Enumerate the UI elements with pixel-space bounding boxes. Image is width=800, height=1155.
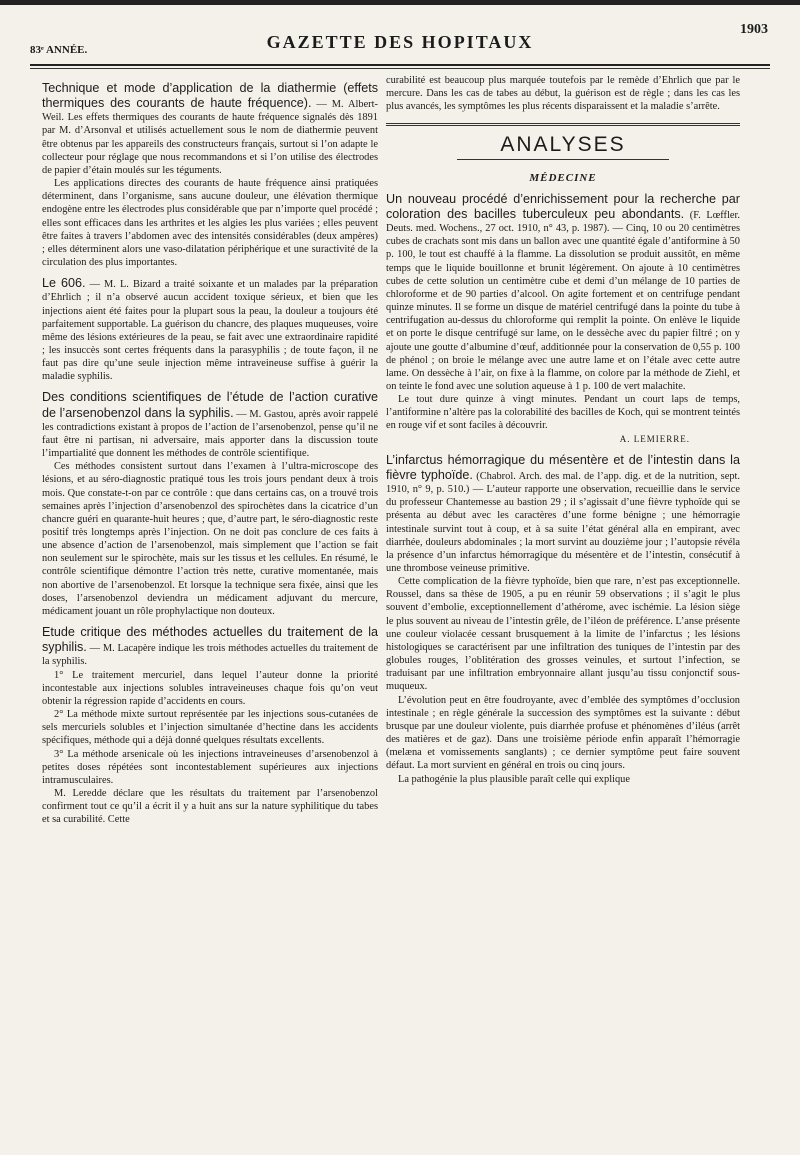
- article-lacapere: [42, 625, 378, 668]
- analysis-loeffler: [386, 192, 740, 393]
- page-header: [30, 14, 770, 64]
- header-rule: [30, 64, 770, 66]
- journal-title: GAZETTE DES HOPITAUX: [266, 32, 534, 52]
- right-column: [386, 74, 740, 1095]
- paragraph: L’évolution peut en être foudroyante, avec d’emblée des symptômes d’occlusion intestinale ; en règle générale la succession des symptômes est la suivante : début brusque par une douleur violente, puis diarrhée profuse et phénomènes d’iléus (arrêt des matières et de gaz). Dans une troisième période enfin apparaît l’hémorragie (melæna et vomissements sanglants) ; ce dernier symptôme peut faire souvent défaut. La mort survient en général en trois ou cinq jours.: [386, 694, 740, 772]
- paragraph: M. Leredde déclare que les résultats du traitement par l’arsenobenzol confirment tout ce qu’il a écrit il y a huit ans sur la nature syphilitique du tabes et sa curabilité. Cette: [42, 787, 378, 826]
- analysis-text: — Cinq, 10 ou 20 centimètres cubes de crachats sont mis dans un ballon avec une quantité égale d’antiformine à 50 p. 100, le tout est chauffé à la flamme. La dissolution se produit aussitôt, en même temps que le liquide bouillonne et brunit légèrement. On ajoute à 10 centimètres cubes de cette solution un centimètre cube et demi d’un mélange de 10 parties de chloroforme et de 90 parties d’alcool. On agite fortement et on centrifuge pendant quinze minutes. Il se forme un disque de matériel centrifugé dans la pointe du tube à centrifugation au-dessus du chloroforme qui remplit la pointe. On enlève le liquide et on porte le disque centrifugé sur lame, on le dessèche avec du papier filtré ; on y ajoute une goutte d’albumine d’œuf, additionnée pour la conservation de 0,55 p. 100 de phénol ; on broie le mélange avec une autre lame et on l’étale avec cette autre lame. On dessèche à l’air, on fixe à la flamme, on colore par la méthode de Ziehl, et on teinte le fond avec une solution aqueuse à 1 p. 100 de vert malachite.: [386, 223, 741, 392]
- article-albert-weil: [42, 81, 378, 177]
- analysis-text: — L’auteur rapporte une observation, recueillie dans le service du professeur Chantemesse au bastion 29 ; il s’agissait d’une fièvre typhoïde qui se présenta au début avec les caractères d’une forme bénigne ; une hémorragie intestinale survint tout à coup, et à sa suite l’état général alla en empirant, avec diarrhée, douleurs abdominales ; la mort survint au douzième jour ; l’autopsie révéla la présence d’un infarctus hémorragique du mésentère et de l’intestin, consécutif à une thrombose veineuse primitive.: [386, 484, 740, 574]
- header-rule-thin: [30, 68, 770, 69]
- article-text: — M. L. Bizard a traité soixante et un malades par la préparation d’Ehrlich ; il n’a observé aucun accident toxique sérieux, et bien que les injections aient été faites pour la plupart sous la peau, la douleur a toujours été parfaitement supportable. La guérison du chancre, des plaques muqueuses, voire même des lésions extérieures de la peau, se fait avec une extraordinaire rapidité ; les insuccès sont certes fréquents dans la parasyphilis ; de toute façon, il ne faut pas dire qu’une seule injection même intraveineuse suffise à guérir la maladie syphilis.: [42, 279, 378, 383]
- analysis-reference: (Chabrol. Arch. des mal. de l’app. dig. et de la nutrition, sept. 1910, n° 9, p. 510.): [386, 470, 741, 496]
- article-text: — M. Gastou, après avoir rappelé les contradictions existant à propos de l’action de l’arsenobenzol, pense qu’il ne faut être ni partisan, ni adversaire, mais apporter dans la discussion toute l’impartialité que donnent les méthodes de contrôle scientifique.: [42, 408, 378, 460]
- article-text: Les effets thermiques des courants de haute fréquence signalés dès 1891 par M. d’Arsonval et utilisés actuellement sous le nom de diathermie peuvent être obtenus par les appareils des constructeurs français, surtout si l’on adapte le collecteur pour réglage que nous recommandons et si l’on utilise des électrodes de papier d’étain moulés sur les téguments.: [42, 112, 378, 176]
- paragraph: La pathogénie la plus plausible paraît celle qui explique: [398, 773, 630, 785]
- left-column: [42, 74, 378, 1095]
- article-heading: Etude critique des méthodes actuelles du traitement de la syphilis.: [42, 625, 378, 655]
- signature: A. LEMIERRE.: [619, 433, 690, 444]
- paragraph: 1° Le traitement mercuriel, dans lequel l’auteur donne la priorité incontestable aux injections solubles intraveineuses chaque fois qu’on veut obtenir la régression rapide d’accidents en cours.: [42, 669, 378, 707]
- paragraph-continued: curabilité est beaucoup plus marquée toutefois par le remède d’Ehrlich que par le mercure. Dans les cas de tabes au début, la guérison est de règle ; dans les cas les plus avancés, les symptômes les plus récents disparaissent et la maladie s’arrête.: [386, 75, 740, 113]
- paragraph: 3° La méthode arsenicale où les injections intraveineuses d’arsenobenzol à petites doses répétées sont incontestablement supérieures aux injections intramusculaires.: [42, 748, 378, 786]
- paragraph: Le tout dure quinze à vingt minutes. Pendant un court laps de temps, l’antiformine n’altère pas la colorabilité des bacilles de Koch, qui se montrent teintés en rouge vif et sont faciles à découvrir.: [386, 394, 740, 432]
- article-text: — M. Lacapère indique les trois méthodes actuelles du traitement de la syphilis.: [42, 643, 378, 668]
- top-border: [0, 0, 800, 5]
- article-heading: Le 606.: [42, 276, 86, 291]
- section-underline: [457, 159, 669, 160]
- paragraph: Cette complication de la fièvre typhoïde, bien que rare, n’est pas exceptionnelle. Roussel, dans sa thèse de 1905, a pu en réunir 59 observations ; il s’agit le plus souvent d’embolie, exceptionnellement d’athérome, avec ischémie. La lésion siège le plus souvent au niveau de l’intestin grêle, de l’iléon de préférence. L’anse présente une couleur violacée cessant brusquement à la limite de l’infarctus ; les lésions histologiques se caractérisent par une infiltration des tuniques de l’intestin par des globules rouges, l’oblitération des grosses veinules, et surtout l’infection, se traduisant par une infiltration embryonnaire allant jusqu’au tissu conjonctif sous-muqueux.: [386, 576, 740, 693]
- analysis-reference: (F. Lœffler. Deuts. med. Wochens., 27 oct. 1910, n° 43, p. 1987).: [386, 209, 740, 235]
- annee-label: 83ᵉ ANNÉE.: [30, 44, 88, 56]
- year-label: 1903: [740, 22, 768, 37]
- article-606: [42, 276, 378, 383]
- section-rule: [386, 123, 740, 126]
- section-title: ANALYSES: [500, 133, 626, 157]
- analysis-heading: L’infarctus hémorragique du mésentère et de l’intestin dans la fièvre typhoïde.: [386, 452, 740, 482]
- paragraph: Les applications directes des courants de haute fréquence ainsi pratiquées déterminent, dans l’organisme, sans aucune douleur, une élévation thermique endogène entre les électrodes plus considérable que par n’importe quel procédé ; elles sont efficaces dans les arthrites et les algies les plus variées ; elles peuvent être faites à travers l’abdomen avec des intensités considérables (deux ampères) ; elles déterminent alors une vaso-dilatation périphérique et une suractivité de la circulation des plus importantes.: [42, 178, 378, 269]
- article-author: — M. Albert-Weil.: [42, 99, 378, 124]
- analysis-heading: Un nouveau procédé d’enrichissement pour la recherche par coloration des bacilles tuberculeux peu abondants.: [386, 191, 740, 221]
- paragraph: Ces méthodes consistent surtout dans l’examen à l’ultra-microscope des lésions, et au séro-diagnostic pratiqué tous les trois jours pendant deux à trois mois. Que constate-t-on par ce contrôle : que dans certains cas, on a trouvé trois semaines après l’injection d’arsenobenzol des spirochètes dans la cicatrice d’un chancre guéri en quarante-huit heures ; que, d’autre part, le séro-diagnostic reste positif très longtemps après l’injection. On ne doit pas conclure de ces faits à une absence d’action de l’arsenobenzol, mais simplement que l’action se fait non seulement sur le spirochète, mais sur les tissus et les cellules. En résumé, le contrôle scientifique démontre l’action très nette, curative momentanée, mais non abortive de l’arsenobenzol. Et lorsque la technique sera fixée, ainsi que les doses, l’arsenobenzol deviendra un médicament adjuvant du mercure, médicament jouant un rôle prophylactique non douteux.: [42, 461, 378, 617]
- analysis-chabrol: [386, 453, 740, 575]
- article-gastou: [42, 390, 378, 460]
- paragraph: 2° La méthode mixte surtout représentée par les injections sous-cutanées de sels mercuriels solubles et l’injection simultanée d’hectine dans les accidents spécifiques, méthode qui a déjà donné quelques résultats excellents.: [42, 709, 378, 747]
- article-heading: Technique et mode d’application de la diathermie (effets thermiques des courants de haute fréquence).: [42, 81, 378, 111]
- article-heading: Des conditions scientifiques de l’étude de l’action curative de l’arsenobenzol dans la syphilis.: [42, 390, 378, 420]
- subsection-title: MÉDECINE: [529, 171, 597, 184]
